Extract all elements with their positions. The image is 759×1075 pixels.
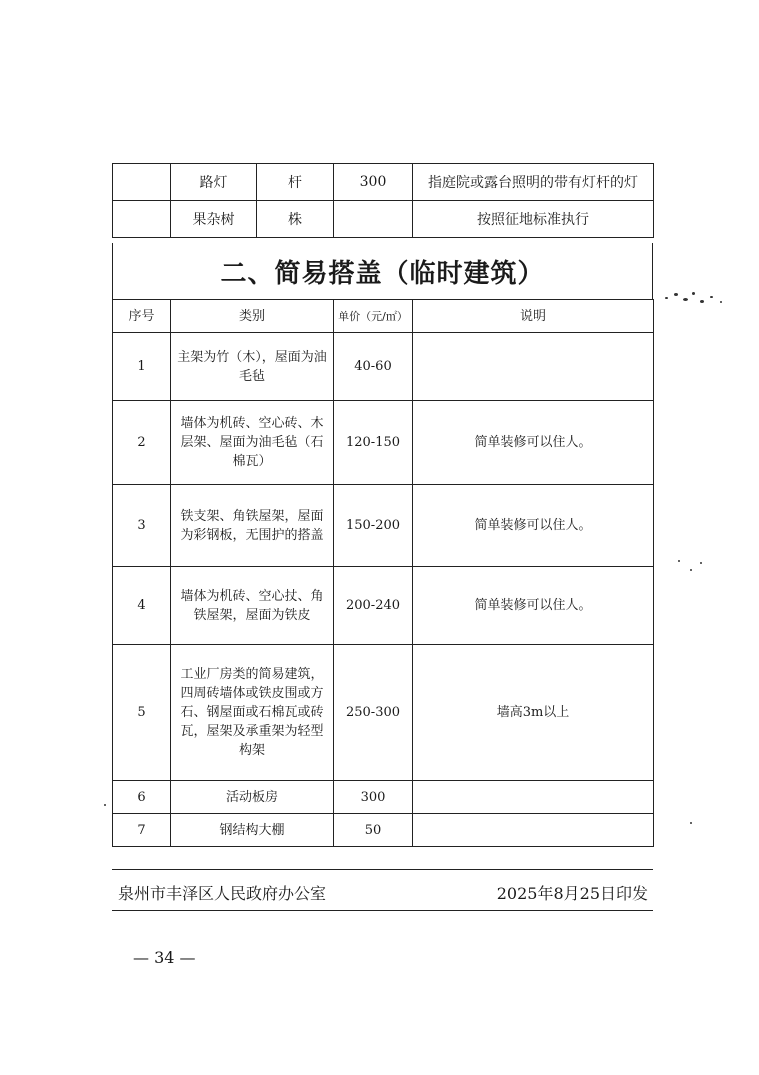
- price-table: [112, 299, 654, 847]
- row-no: 7: [113, 814, 171, 847]
- header-price: 单价（元/㎡）: [334, 300, 413, 333]
- table-header-row: [113, 300, 654, 333]
- row-category: 钢结构大棚: [171, 814, 334, 847]
- row-price: 300: [334, 781, 413, 814]
- category-cell: 果杂树: [171, 201, 257, 238]
- price-cell: 300: [334, 164, 413, 201]
- row-category: 铁支架、角铁屋架，屋面为彩钢板，无围护的搭盖: [171, 485, 334, 567]
- row-note: [413, 333, 654, 401]
- header-note: 说明: [413, 300, 654, 333]
- unit-cell: 株: [257, 201, 334, 238]
- row-no: 5: [113, 645, 171, 781]
- page-number: — 34 —: [133, 948, 196, 967]
- table-row: [113, 781, 654, 814]
- row-price: 40-60: [334, 333, 413, 401]
- row-price: 50: [334, 814, 413, 847]
- row-price: 200-240: [334, 567, 413, 645]
- row-no: 6: [113, 781, 171, 814]
- header-no: 序号: [113, 300, 171, 333]
- empty-cell: [113, 201, 171, 238]
- row-note: 简单装修可以住人。: [413, 401, 654, 485]
- note-cell: 按照征地标准执行: [413, 201, 654, 238]
- row-no: 3: [113, 485, 171, 567]
- row-price: 120-150: [334, 401, 413, 485]
- footer-top-rule: [112, 869, 653, 870]
- row-category: 主架为竹（木），屋面为油毛毡: [171, 333, 334, 401]
- row-note: 简单装修可以住人。: [413, 485, 654, 567]
- section-title: 二、简易搭盖（临时建筑）: [112, 243, 653, 299]
- row-category: 墙体为机砖、空心砖、木层架、屋面为油毛毡（石棉瓦）: [171, 401, 334, 485]
- continuation-table: [112, 163, 654, 238]
- price-cell: [334, 201, 413, 238]
- row-no: 1: [113, 333, 171, 401]
- table-row: [113, 567, 654, 645]
- row-note: 墙高3m以上: [413, 645, 654, 781]
- footer: [118, 880, 648, 904]
- footer-bottom-rule: [112, 910, 653, 911]
- issuing-office: 泉州市丰泽区人民政府办公室: [118, 883, 327, 903]
- table-row: [113, 485, 654, 567]
- table-row: [113, 333, 654, 401]
- category-cell: 路灯: [171, 164, 257, 201]
- empty-cell: [113, 164, 171, 201]
- row-no: 4: [113, 567, 171, 645]
- row-note: [413, 781, 654, 814]
- row-category: 墙体为机砖、空心扙、角铁屋架，屋面为铁皮: [171, 567, 334, 645]
- table-row: [113, 164, 654, 201]
- table-row: [113, 201, 654, 238]
- table-row: [113, 645, 654, 781]
- table-row: [113, 814, 654, 847]
- unit-cell: 杆: [257, 164, 334, 201]
- header-category: 类别: [171, 300, 334, 333]
- issue-date: 2025年8月25日印发: [496, 883, 648, 903]
- row-price: 250-300: [334, 645, 413, 781]
- row-category: 工业厂房类的简易建筑，四周砖墙体或铁皮围或方石、钢屋面或石棉瓦或砖瓦，屋架及承重架为轻型构架: [171, 645, 334, 781]
- row-note: 简单装修可以住人。: [413, 567, 654, 645]
- row-price: 150-200: [334, 485, 413, 567]
- table-row: [113, 401, 654, 485]
- row-note: [413, 814, 654, 847]
- row-no: 2: [113, 401, 171, 485]
- note-cell: 指庭院或露台照明的带有灯杆的灯: [413, 164, 654, 201]
- row-category: 活动板房: [171, 781, 334, 814]
